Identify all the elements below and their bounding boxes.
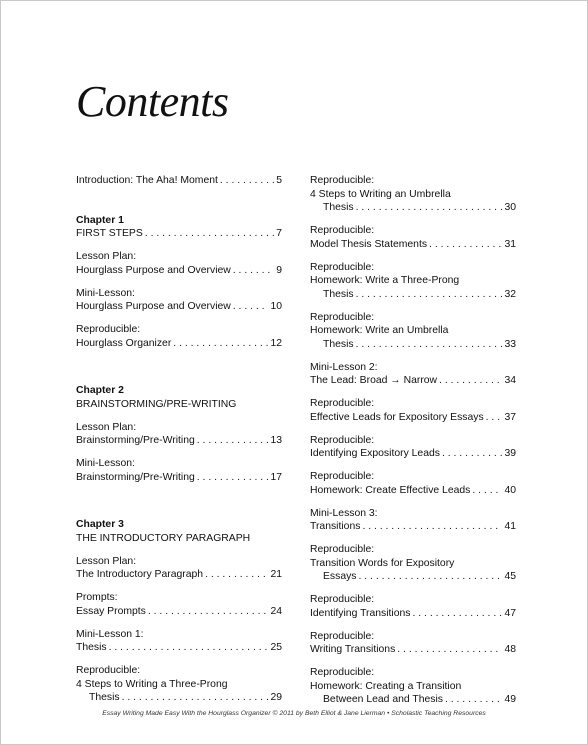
toc-page-number: 13 <box>270 435 282 446</box>
toc-entry <box>76 421 282 448</box>
toc-entry <box>76 384 282 411</box>
dot-leader <box>220 174 274 188</box>
toc-entry-label: Reproducible: <box>310 261 375 273</box>
toc-line <box>310 447 516 461</box>
toc-page-number: 32 <box>504 288 516 300</box>
toc-entry <box>76 664 282 705</box>
toc-page-number: 10 <box>270 301 282 312</box>
toc-entry-title: Hourglass Purpose and Overview <box>76 301 231 312</box>
chapter-number: Chapter 3 <box>76 519 124 530</box>
dot-leader <box>145 227 274 241</box>
toc-entry-title: Thesis <box>89 692 120 703</box>
toc-entry <box>310 311 516 352</box>
dot-leader <box>173 337 268 351</box>
toc-entry-title: Identifying Expository Leads <box>310 448 440 459</box>
toc-entry <box>76 555 282 582</box>
toc-entry-label: Mini-Lesson: <box>76 287 135 299</box>
toc-page-number: 17 <box>270 471 282 483</box>
dot-leader <box>205 568 268 582</box>
toc-entry-label: Homework: Creating a Transition <box>310 680 462 692</box>
toc-entry-label: Reproducible: <box>310 225 375 236</box>
toc-line <box>310 607 516 621</box>
toc-entry-title: Essays <box>323 571 357 582</box>
toc-entry-title: Thesis <box>323 202 354 213</box>
page-title: Contents <box>76 77 229 126</box>
toc-line <box>76 264 282 278</box>
toc-entry-label: Lesson Plan: <box>76 555 137 567</box>
toc-entry <box>310 593 516 620</box>
toc-entry-title: Model Thesis Statements <box>310 238 428 250</box>
toc-entry <box>310 174 516 215</box>
toc-entry-title: Introduction: The Aha! Moment <box>76 175 218 186</box>
toc-line <box>310 643 516 657</box>
toc-page-number: 30 <box>504 202 516 213</box>
toc-entry <box>76 518 282 545</box>
dot-leader <box>109 641 269 655</box>
toc-right-column <box>310 174 516 716</box>
toc-page-number: 49 <box>504 694 516 705</box>
toc-entry-label: 4 Steps to Writing an Umbrella <box>310 188 451 200</box>
toc-entry-label: Reproducible: <box>310 398 375 409</box>
toc-entry <box>76 628 282 655</box>
toc-entry-title: Thesis <box>323 288 354 300</box>
toc-entry-label: Reproducible: <box>310 594 375 605</box>
toc-entry-title: The Introductory Paragraph <box>76 569 204 580</box>
toc-entry <box>76 174 282 188</box>
toc-page-number: 21 <box>270 569 282 580</box>
toc-line <box>76 337 282 351</box>
toc-page-number: 48 <box>504 644 516 655</box>
dot-leader <box>362 520 502 534</box>
toc-entry-label: Reproducible: <box>310 434 375 446</box>
toc-page-number: 31 <box>504 238 516 250</box>
toc-line <box>76 568 282 582</box>
toc-entry-title: Thesis <box>323 338 354 350</box>
dot-leader <box>445 693 502 707</box>
dot-leader <box>197 434 269 448</box>
toc-line <box>310 693 516 707</box>
dot-leader <box>413 607 503 621</box>
toc-entry-title: FIRST STEPS <box>76 228 143 239</box>
toc-entry-label: Reproducible: <box>76 324 141 335</box>
toc-entry-label: Reproducible: <box>310 175 375 186</box>
toc-entry <box>310 397 516 424</box>
toc-line <box>76 227 282 241</box>
toc-line <box>310 411 516 425</box>
dot-leader <box>486 411 503 425</box>
dot-leader <box>429 238 502 252</box>
toc-entry <box>310 224 516 251</box>
dot-leader <box>356 288 503 302</box>
chapter-number: Chapter 2 <box>76 385 124 396</box>
toc-entry-label: Reproducible: <box>310 667 375 678</box>
toc-entry-label: Lesson Plan: <box>76 251 137 262</box>
toc-page-number: 39 <box>504 448 516 459</box>
toc-entry-title: Effective Leads for Expository Essays <box>310 411 484 423</box>
toc-entry <box>76 591 282 618</box>
toc-line <box>76 605 282 619</box>
dot-leader <box>197 471 269 485</box>
toc-page-number: 12 <box>270 337 282 349</box>
toc-entry-title: Transitions <box>310 521 361 532</box>
toc-page-number: 34 <box>504 375 516 386</box>
chapter-title: BRAINSTORMING/PRE-WRITING <box>76 398 237 410</box>
toc-page-number: 41 <box>504 521 516 532</box>
dot-leader <box>233 300 269 314</box>
toc-entry-title: Hourglass Purpose and Overview <box>76 264 231 276</box>
toc-entry <box>76 287 282 314</box>
toc-entry-title: Brainstorming/Pre-Writing <box>76 435 195 446</box>
toc-entry-title: Thesis <box>76 642 107 653</box>
toc-entry <box>76 214 282 241</box>
toc-entry-label: Homework: Write a Three-Prong <box>310 275 460 286</box>
toc-entry <box>76 323 282 350</box>
toc-line <box>310 288 516 302</box>
toc-line <box>310 238 516 252</box>
toc-entry-label: Mini-Lesson 3: <box>310 507 378 519</box>
toc-line <box>310 374 516 388</box>
dot-leader <box>359 570 503 584</box>
toc-entry-label: Transition Words for Expository <box>310 557 455 569</box>
dot-leader <box>122 691 269 705</box>
dot-leader <box>356 338 503 352</box>
chapter-number: Chapter 1 <box>76 214 124 226</box>
dot-leader <box>439 374 502 388</box>
toc-entry-label: Mini-Lesson 2: <box>310 361 378 373</box>
toc-entry-label: Mini-Lesson: <box>76 458 135 469</box>
chapter-title: THE INTRODUCTORY PARAGRAPH <box>76 532 251 544</box>
toc-entry-label: Homework: Write an Umbrella <box>310 325 449 336</box>
toc-page-number: 45 <box>504 571 516 582</box>
toc-page-number: 37 <box>504 411 516 423</box>
toc-entry-label: Reproducible: <box>310 630 375 642</box>
toc-entry-title: Brainstorming/Pre-Writing <box>76 471 195 483</box>
toc-page-number: 33 <box>504 338 516 350</box>
toc-line <box>310 570 516 584</box>
toc-entry-label: Reproducible: <box>310 471 375 482</box>
toc-entry-title: The Lead: Broad → Narrow <box>310 375 438 386</box>
toc-line <box>310 484 516 498</box>
toc-entry <box>310 666 516 707</box>
toc-line <box>76 471 282 485</box>
toc-entry <box>310 543 516 584</box>
toc-line <box>310 201 516 215</box>
toc-entry-title: Hourglass Organizer <box>76 337 172 349</box>
toc-page-number: 24 <box>270 605 282 617</box>
toc-entry <box>310 630 516 657</box>
toc-entry-label: Prompts: <box>76 592 118 603</box>
dot-leader <box>472 484 502 498</box>
toc-line <box>76 434 282 448</box>
toc-entry-label: Mini-Lesson 1: <box>76 628 144 640</box>
dot-leader <box>442 447 502 461</box>
toc-entry <box>76 457 282 484</box>
toc-entry-title: Essay Prompts <box>76 605 146 617</box>
toc-line <box>76 691 282 705</box>
toc-entry-title: Identifying Transitions <box>310 607 411 619</box>
toc-page-number: 9 <box>276 264 282 276</box>
toc-entry <box>76 250 282 277</box>
toc-entry-label: Reproducible: <box>76 665 141 676</box>
toc-left-column <box>76 174 282 714</box>
toc-entry-label: Reproducible: <box>310 544 375 555</box>
toc-line <box>76 174 282 188</box>
toc-entry-label: 4 Steps to Writing a Three-Prong <box>76 678 228 690</box>
toc-page-number: 47 <box>504 607 516 619</box>
toc-line <box>76 300 282 314</box>
toc-entry <box>310 434 516 461</box>
dot-leader <box>233 264 274 278</box>
toc-entry <box>310 470 516 497</box>
toc-line <box>76 641 282 655</box>
toc-entry <box>310 261 516 302</box>
toc-page-number: 29 <box>270 692 282 703</box>
toc-line <box>310 338 516 352</box>
toc-entry-title: Homework: Create Effective Leads <box>310 484 471 496</box>
toc-entry <box>310 361 516 388</box>
dot-leader <box>148 605 269 619</box>
toc-page-number: 7 <box>276 228 282 239</box>
toc-entry-title: Writing Transitions <box>310 644 396 655</box>
toc-page-number: 40 <box>504 484 516 496</box>
toc-entry <box>310 507 516 534</box>
toc-entry-title: Between Lead and Thesis <box>323 694 443 705</box>
footer-credit: Essay Writing Made Easy With the Hourglass Organizer © 2011 by Beth Elliot & Jane Lierman • Scholastic Teaching Resources <box>102 710 486 717</box>
toc-entry-label: Reproducible: <box>310 311 375 323</box>
toc-page-number: 25 <box>270 642 282 653</box>
toc-line <box>310 520 516 534</box>
dot-leader <box>397 643 502 657</box>
toc-entry-label: Lesson Plan: <box>76 421 137 433</box>
toc-page-number: 5 <box>276 175 282 186</box>
dot-leader <box>356 201 503 215</box>
